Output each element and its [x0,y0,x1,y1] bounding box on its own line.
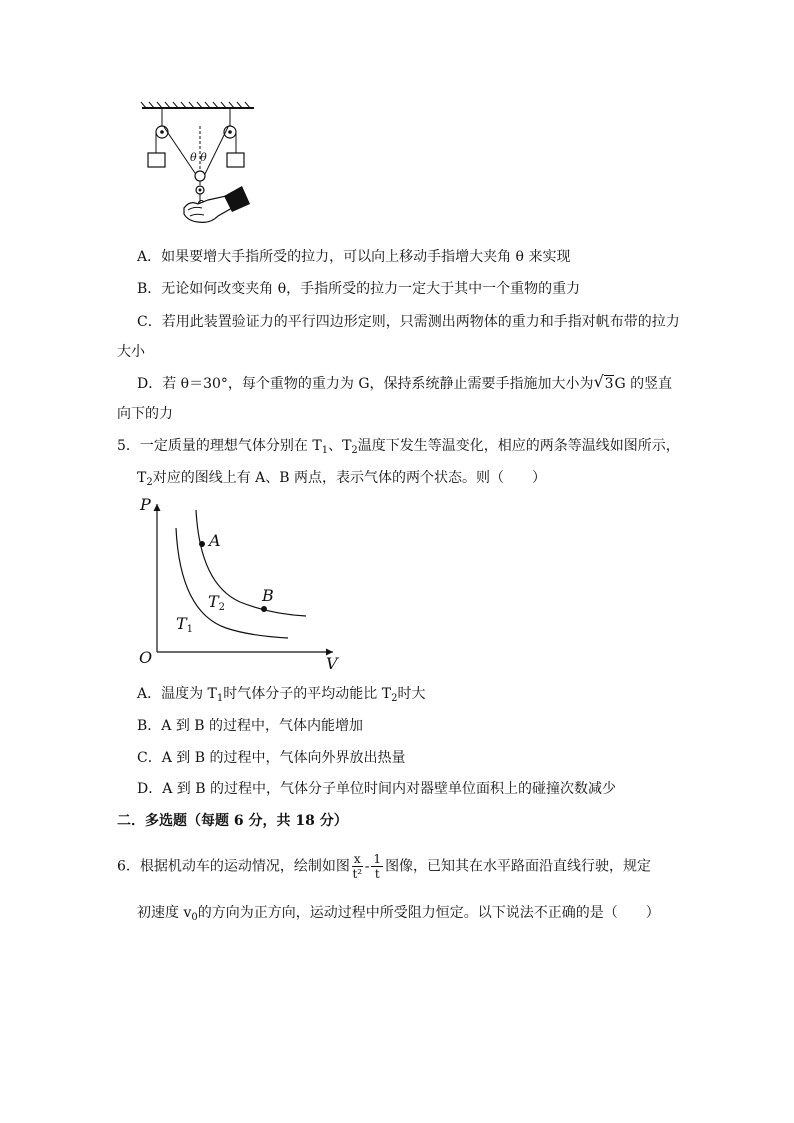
label-b: B [262,586,274,605]
q4-option-c: C．若用此装置验证力的平行四边形定则，只需测出两物体的重力和手指对帆布带的拉力 [137,314,680,330]
q6-stem: 6．根据机动车的运动情况，绘制如图 $\frac{x}{\text{t²}}$ - $\frac{1}{t}$ 图像，已知其在水平路面沿直线行驶，规定 [117,852,652,881]
axis-label-p: P [140,495,151,514]
label-t2: $T_2$ [208,592,226,613]
section-heading: 二．多选题（每题 6 分，共 18 分） [117,813,348,829]
q5-stem: 5．一定质量的理想气体分别在 $T_1$、$T_2$温度下发生等温变化，相应的两条等温线如图所示， [117,438,680,456]
point-b [261,606,267,612]
q4-option-d [137,374,672,394]
q5-option-a: A．温度为 $T_1$时气体分子的平均动能比 $T_2$时大 [137,686,426,704]
q5-option-b: B．A 到 B 的过程中，气体内能增加 [137,718,364,734]
q4-option-d-cont: 向下的力 [117,406,173,422]
axis-label-v: V [326,654,338,673]
label-t1: $T_1$ [176,614,194,635]
fraction-1-over-t: $\frac{1}{t}$ [373,852,382,881]
q5-stem-cont: $T_2$对应的图线上有 A、B 两点，表示气体的两个状态。则（ ） [137,470,547,488]
q6-stem-cont: 初速度 $v_0$的方向为正方向，运动过程中所受阻力恒定。以下说法不正确的是（ ） [137,905,660,923]
q5-option-d: D．A 到 B 的过程中，气体分子单位时间内对器壁单位面积上的碰撞次数减少 [137,781,616,797]
point-a [199,541,205,547]
fraction-x-over-t2: $\frac{x}{\text{t²}}$ [352,852,363,881]
pv-graph [130,492,350,672]
origin-label: O [139,648,153,667]
theta-label: θ θ [190,151,207,164]
q4-option-b: B．无论如何改变夹角 θ，手指所受的拉力一定大于其中一个重物的重力 [137,281,581,297]
q4-option-d-tail: G 的竖直 [614,376,673,392]
q4-option-d-text: D．若 θ＝30°，每个重物的重力为 G，保持系统静止需要手指施加大小为 [137,376,594,392]
label-a: A [209,531,221,550]
q4-option-c-cont: 大小 [117,344,145,360]
sqrt-symbol: √ 3 [594,374,615,394]
q4-option-a: A．如果要增大手指所受的拉力，可以向上移动手指增大夹角 θ 来实现 [137,249,571,265]
q5-option-c: C．A 到 B 的过程中，气体向外界放出热量 [137,750,406,766]
